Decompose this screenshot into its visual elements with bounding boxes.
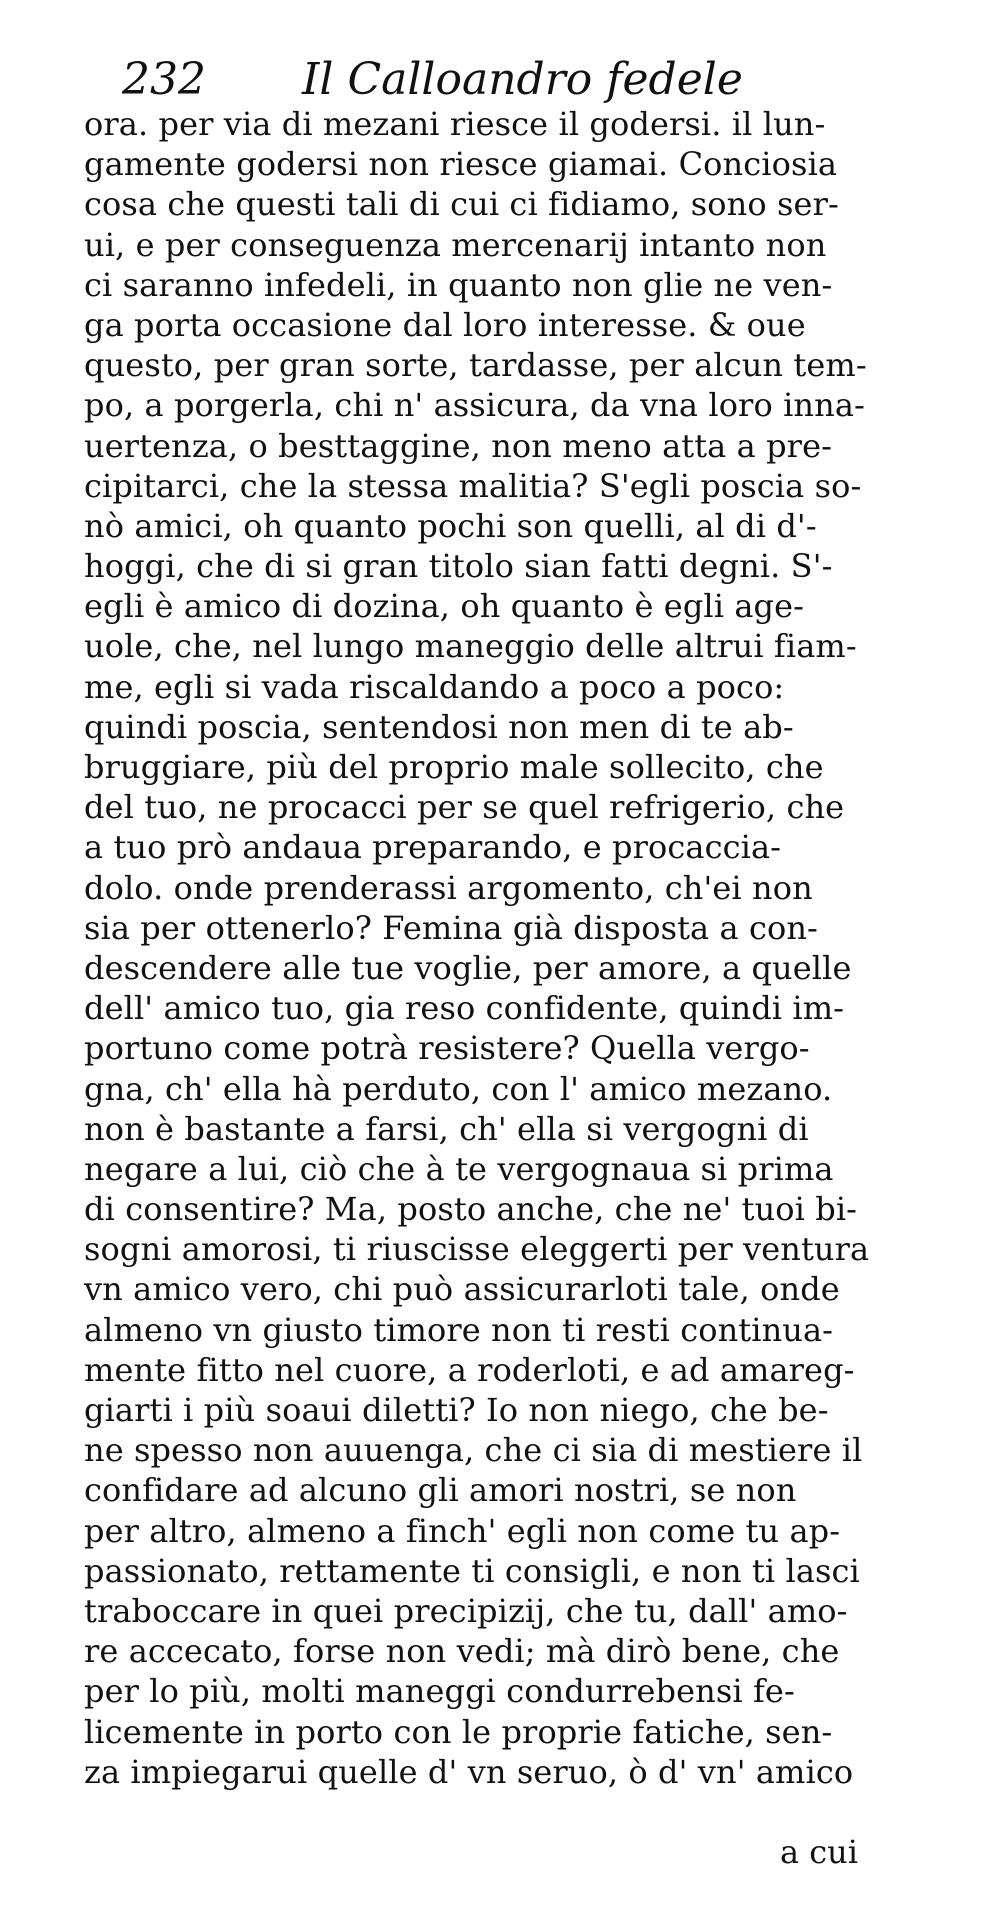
- text-line: uertenza, o besttaggine, non meno atta a pre-: [84, 426, 833, 465]
- text-line: ne spesso non auuenga, che ci sia di mestiere il: [84, 1431, 863, 1470]
- text-line: portuno come potrà resistere? Quella vergo-: [84, 1029, 810, 1068]
- text-line: sia per ottenerlo? Femina già disposta a con-: [84, 908, 818, 947]
- text-line: quindi poscia, sentendosi non men di te ab-: [84, 707, 794, 746]
- text-line: nò amici, oh quanto pochi son quelli, al di d'-: [84, 506, 817, 545]
- text-line: cipitarci, che la stessa malitia? S'egli poscia so-: [84, 466, 862, 505]
- text-line: me, egli si vada riscaldando a poco a poco:: [84, 667, 785, 706]
- text-line: gna, ch' ella hà perduto, con l' amico mezano.: [84, 1069, 833, 1108]
- text-line: cosa che questi tali di cui ci fidiamo, sono ser-: [84, 185, 839, 224]
- text-line: ga porta occasione dal loro interesse. & oue: [84, 305, 806, 344]
- text-line: questo, per gran sorte, tardasse, per alcun tem-: [84, 346, 867, 385]
- text-line: vn amico vero, chi può assicurarloti tale, onde: [84, 1270, 840, 1309]
- text-line: licemente in porto con le proprie fatiche, sen-: [84, 1712, 833, 1751]
- text-line: di consentire? Ma, posto anche, che ne' tuoi bi-: [84, 1190, 858, 1229]
- text-line: gamente godersi non riesce giamai. Conciosia: [84, 145, 838, 184]
- text-line: descendere alle tue voglie, per amore, a quelle: [84, 948, 852, 987]
- text-line: per lo più, molti maneggi condurrebensi fe-: [84, 1672, 795, 1711]
- text-line: egli è amico di dozina, oh quanto è egli age-: [84, 587, 805, 626]
- text-line: po, a porgerla, chi n' assicura, da vna loro inna-: [84, 386, 865, 425]
- text-line: hoggi, che di si gran titolo sian fatti degni. S'-: [84, 547, 833, 586]
- text-line: passionato, rettamente ti consigli, e non ti lasci: [84, 1551, 860, 1590]
- text-line: giarti i più soaui diletti? Io non niego, che be-: [84, 1391, 829, 1429]
- text-line: mente fitto nel cuore, a roderloti, e ad amareg-: [84, 1350, 855, 1389]
- text-line: negare a lui, ciò che à te vergognaua si prima: [84, 1149, 834, 1188]
- catchword: a cui: [780, 1833, 859, 1871]
- text-line: dell' amico tuo, gia reso confidente, quindi im-: [84, 989, 845, 1028]
- text-line: non è bastante a farsi, ch' ella si vergogni di: [84, 1109, 809, 1148]
- text-line: del tuo, ne procacci per se quel refrigerio, che: [84, 788, 845, 827]
- text-line: za impiegarui quelle d' vn seruo, ò d' vn' amico: [84, 1752, 854, 1791]
- text-line: a tuo prò andaua preparando, e procaccia-: [84, 828, 782, 867]
- text-line: per altro, almeno a finch' egli non come tu ap-: [84, 1511, 841, 1550]
- text-line: dolo. onde prenderassi argomento, ch'ei non: [84, 868, 813, 907]
- page-header: [122, 50, 922, 110]
- text-line: ui, e per conseguenza mercenarij intanto non: [84, 225, 827, 264]
- text-line: bruggiare, più del proprio male sollecito, che: [84, 748, 824, 786]
- text-line: ora. per via di mezani riesce il godersi. il lun-: [84, 105, 826, 143]
- running-title: Il Calloandro fedele: [302, 54, 743, 105]
- text-line: confidare ad alcuno gli amori nostri, se non: [84, 1471, 797, 1510]
- page-number: 232: [122, 54, 206, 105]
- text-line: re accecato, forse non vedi; mà dirò bene, che: [84, 1632, 840, 1671]
- text-line: uole, che, nel lungo maneggio delle altrui fiam-: [84, 627, 857, 666]
- text-line: almeno vn giusto timore non ti resti continua-: [84, 1310, 834, 1349]
- text-line: traboccare in quei precipizij, che tu, dall' amo-: [84, 1591, 848, 1630]
- body-text: [84, 104, 920, 1792]
- text-line: sogni amorosi, ti riuscisse eleggerti per ventura: [84, 1230, 870, 1269]
- text-line: ci saranno infedeli, in quanto non glie ne ven-: [84, 265, 833, 304]
